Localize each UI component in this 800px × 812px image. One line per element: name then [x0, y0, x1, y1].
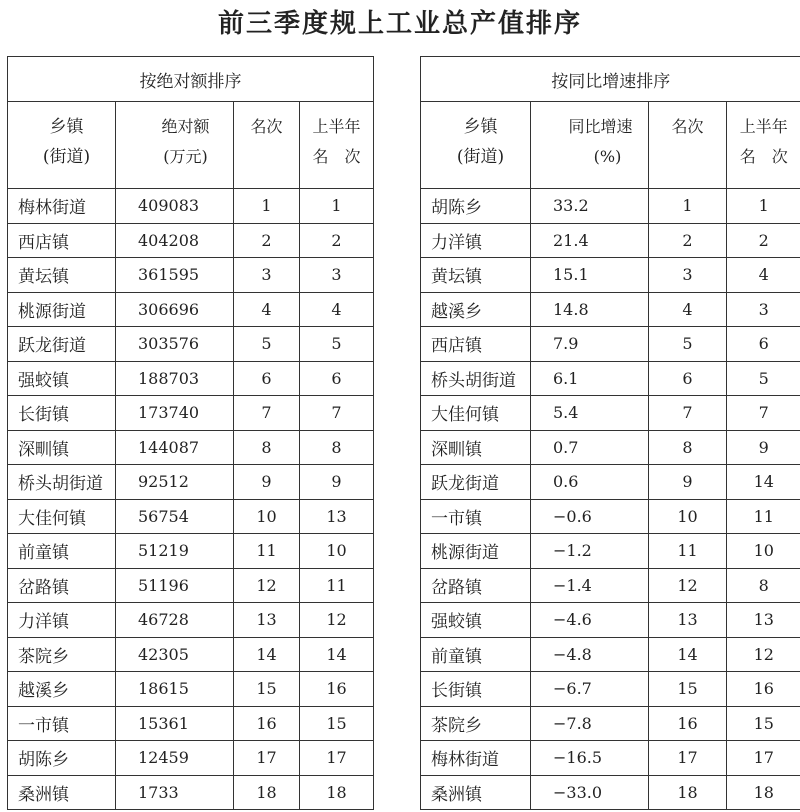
value-cell: 51196 — [116, 568, 234, 603]
rank-cell: 16 — [649, 706, 727, 741]
rank-cell: 13 — [234, 603, 300, 638]
h1-rank-cell: 18 — [727, 775, 800, 810]
h1-rank-cell: 10 — [727, 534, 800, 569]
town-cell: 前童镇 — [8, 534, 116, 569]
table-row — [8, 637, 374, 672]
table-row — [421, 465, 800, 500]
h1-rank-cell: 14 — [300, 637, 374, 672]
value-cell: 21.4 — [531, 223, 649, 258]
h1-rank-cell: 17 — [300, 741, 374, 776]
town-cell: 力洋镇 — [8, 603, 116, 638]
value-cell: 12459 — [116, 741, 234, 776]
rank-cell: 18 — [234, 775, 300, 810]
town-cell: 桥头胡街道 — [8, 465, 116, 500]
rank-cell: 10 — [649, 499, 727, 534]
table-row — [421, 430, 800, 465]
value-cell: 409083 — [116, 189, 234, 224]
rank-cell: 3 — [649, 258, 727, 293]
value-cell: 92512 — [116, 465, 234, 500]
town-cell: 茶院乡 — [8, 637, 116, 672]
column-header-growth: 同比增速 (%) — [531, 102, 649, 189]
town-cell: 一市镇 — [421, 499, 531, 534]
h1-rank-cell: 18 — [300, 775, 374, 810]
h1-rank-cell: 15 — [300, 706, 374, 741]
h1-rank-cell: 10 — [300, 534, 374, 569]
table-row — [421, 706, 800, 741]
h1-rank-cell: 12 — [300, 603, 374, 638]
column-header-town: 乡镇 (街道) — [8, 102, 116, 189]
town-cell: 越溪乡 — [8, 672, 116, 707]
h1-rank-cell: 2 — [727, 223, 800, 258]
value-cell: −1.4 — [531, 568, 649, 603]
value-cell: 1733 — [116, 775, 234, 810]
table-row — [8, 430, 374, 465]
value-cell: 188703 — [116, 361, 234, 396]
value-cell: 361595 — [116, 258, 234, 293]
h1-rank-cell: 3 — [727, 292, 800, 327]
growth-ranking-table — [420, 56, 800, 810]
value-cell: −4.8 — [531, 637, 649, 672]
rank-cell: 2 — [234, 223, 300, 258]
value-cell: 14.8 — [531, 292, 649, 327]
table-row — [8, 568, 374, 603]
value-cell: 0.7 — [531, 430, 649, 465]
rank-cell: 11 — [234, 534, 300, 569]
table-row — [8, 775, 374, 810]
value-cell: 18615 — [116, 672, 234, 707]
rank-cell: 4 — [649, 292, 727, 327]
town-cell: 黄坛镇 — [8, 258, 116, 293]
table-row — [8, 361, 374, 396]
h1-rank-cell: 12 — [727, 637, 800, 672]
table-row — [8, 223, 374, 258]
town-cell: 西店镇 — [8, 223, 116, 258]
table-row — [421, 568, 800, 603]
town-cell: 前童镇 — [421, 637, 531, 672]
table-row — [8, 672, 374, 707]
rank-cell: 8 — [234, 430, 300, 465]
rank-cell: 8 — [649, 430, 727, 465]
town-cell: 梅林街道 — [8, 189, 116, 224]
table-row — [421, 223, 800, 258]
rank-cell: 14 — [234, 637, 300, 672]
table-caption: 按绝对额排序 — [8, 57, 374, 102]
town-cell: 深甽镇 — [421, 430, 531, 465]
table-row — [8, 396, 374, 431]
table-row — [421, 499, 800, 534]
town-cell: 西店镇 — [421, 327, 531, 362]
value-cell: 51219 — [116, 534, 234, 569]
h1-rank-cell: 9 — [727, 430, 800, 465]
rank-cell: 11 — [649, 534, 727, 569]
value-cell: −6.7 — [531, 672, 649, 707]
table-row — [421, 361, 800, 396]
rank-cell: 7 — [234, 396, 300, 431]
value-cell: 46728 — [116, 603, 234, 638]
h1-rank-cell: 2 — [300, 223, 374, 258]
h1-rank-cell: 9 — [300, 465, 374, 500]
value-cell: 306696 — [116, 292, 234, 327]
town-cell: 越溪乡 — [421, 292, 531, 327]
town-cell: 强蛟镇 — [8, 361, 116, 396]
town-cell: 强蛟镇 — [421, 603, 531, 638]
table-row — [421, 775, 800, 810]
h1-rank-cell: 11 — [300, 568, 374, 603]
town-cell: 桑洲镇 — [421, 775, 531, 810]
value-cell: −1.2 — [531, 534, 649, 569]
town-cell: 岔路镇 — [421, 568, 531, 603]
value-cell: 33.2 — [531, 189, 649, 224]
town-cell: 一市镇 — [8, 706, 116, 741]
value-cell: 7.9 — [531, 327, 649, 362]
table-row — [421, 534, 800, 569]
h1-rank-cell: 11 — [727, 499, 800, 534]
table-row — [8, 499, 374, 534]
h1-rank-cell: 7 — [300, 396, 374, 431]
h1-rank-cell: 4 — [300, 292, 374, 327]
value-cell: 15.1 — [531, 258, 649, 293]
table-row — [8, 327, 374, 362]
h1-rank-cell: 14 — [727, 465, 800, 500]
table-row — [8, 741, 374, 776]
rank-cell: 5 — [234, 327, 300, 362]
h1-rank-cell: 15 — [727, 706, 800, 741]
h1-rank-cell: 6 — [300, 361, 374, 396]
rank-cell: 18 — [649, 775, 727, 810]
table-row — [421, 327, 800, 362]
town-cell: 长街镇 — [421, 672, 531, 707]
value-cell: −16.5 — [531, 741, 649, 776]
table-row — [421, 741, 800, 776]
h1-rank-cell: 16 — [300, 672, 374, 707]
town-cell: 桑洲镇 — [8, 775, 116, 810]
column-header-rank: 名次 — [234, 102, 300, 189]
table-row — [8, 465, 374, 500]
town-cell: 大佳何镇 — [8, 499, 116, 534]
value-cell: 56754 — [116, 499, 234, 534]
h1-rank-cell: 4 — [727, 258, 800, 293]
town-cell: 深甽镇 — [8, 430, 116, 465]
growth-ranking-panel — [420, 56, 800, 805]
rank-cell: 4 — [234, 292, 300, 327]
rank-cell: 3 — [234, 258, 300, 293]
town-cell: 茶院乡 — [421, 706, 531, 741]
h1-rank-cell: 5 — [300, 327, 374, 362]
rank-cell: 9 — [649, 465, 727, 500]
rank-cell: 12 — [234, 568, 300, 603]
town-cell: 跃龙街道 — [8, 327, 116, 362]
rank-cell: 1 — [649, 189, 727, 224]
table-caption: 按同比增速排序 — [421, 57, 800, 102]
absolute-ranking-table — [7, 56, 374, 810]
rank-cell: 10 — [234, 499, 300, 534]
rank-cell: 17 — [649, 741, 727, 776]
rank-cell: 9 — [234, 465, 300, 500]
rank-cell: 6 — [234, 361, 300, 396]
h1-rank-cell: 3 — [300, 258, 374, 293]
rank-cell: 2 — [649, 223, 727, 258]
h1-rank-cell: 8 — [727, 568, 800, 603]
rank-cell: 15 — [649, 672, 727, 707]
town-cell: 力洋镇 — [421, 223, 531, 258]
value-cell: 173740 — [116, 396, 234, 431]
value-cell: 144087 — [116, 430, 234, 465]
town-cell: 黄坛镇 — [421, 258, 531, 293]
h1-rank-cell: 17 — [727, 741, 800, 776]
table-row — [8, 603, 374, 638]
value-cell: 5.4 — [531, 396, 649, 431]
rank-cell: 17 — [234, 741, 300, 776]
rank-cell: 5 — [649, 327, 727, 362]
town-cell: 岔路镇 — [8, 568, 116, 603]
rank-cell: 12 — [649, 568, 727, 603]
town-cell: 大佳何镇 — [421, 396, 531, 431]
h1-rank-cell: 6 — [727, 327, 800, 362]
h1-rank-cell: 13 — [727, 603, 800, 638]
town-cell: 长街镇 — [8, 396, 116, 431]
value-cell: −7.8 — [531, 706, 649, 741]
table-row — [421, 189, 800, 224]
rank-cell: 16 — [234, 706, 300, 741]
rank-cell: 1 — [234, 189, 300, 224]
value-cell: 42305 — [116, 637, 234, 672]
h1-rank-cell: 8 — [300, 430, 374, 465]
absolute-ranking-panel — [7, 56, 373, 805]
h1-rank-cell: 1 — [727, 189, 800, 224]
table-row — [8, 534, 374, 569]
h1-rank-cell: 13 — [300, 499, 374, 534]
rank-cell: 7 — [649, 396, 727, 431]
rank-cell: 14 — [649, 637, 727, 672]
rank-cell: 13 — [649, 603, 727, 638]
table-row — [421, 292, 800, 327]
table-row — [421, 603, 800, 638]
table-row — [421, 396, 800, 431]
h1-rank-cell: 5 — [727, 361, 800, 396]
value-cell: −33.0 — [531, 775, 649, 810]
h1-rank-cell: 1 — [300, 189, 374, 224]
column-header-h1-rank: 上半年 名 次 — [300, 102, 374, 189]
table-row — [421, 637, 800, 672]
town-cell: 梅林街道 — [421, 741, 531, 776]
value-cell: −4.6 — [531, 603, 649, 638]
town-cell: 跃龙街道 — [421, 465, 531, 500]
value-cell: 15361 — [116, 706, 234, 741]
table-row — [421, 672, 800, 707]
value-cell: 6.1 — [531, 361, 649, 396]
town-cell: 胡陈乡 — [8, 741, 116, 776]
table-row — [8, 258, 374, 293]
town-cell: 桥头胡街道 — [421, 361, 531, 396]
column-header-town: 乡镇 (街道) — [421, 102, 531, 189]
value-cell: 404208 — [116, 223, 234, 258]
value-cell: −0.6 — [531, 499, 649, 534]
column-header-h1-rank: 上半年 名 次 — [727, 102, 800, 189]
h1-rank-cell: 16 — [727, 672, 800, 707]
table-row — [421, 258, 800, 293]
column-header-rank: 名次 — [649, 102, 727, 189]
town-cell: 胡陈乡 — [421, 189, 531, 224]
town-cell: 桃源街道 — [8, 292, 116, 327]
page-title: 前三季度规上工业总产值排序 — [217, 9, 582, 39]
table-row — [8, 292, 374, 327]
town-cell: 桃源街道 — [421, 534, 531, 569]
table-row — [8, 189, 374, 224]
table-row — [8, 706, 374, 741]
rank-cell: 6 — [649, 361, 727, 396]
column-header-amount: 绝对额 (万元) — [116, 102, 234, 189]
rank-cell: 15 — [234, 672, 300, 707]
h1-rank-cell: 7 — [727, 396, 800, 431]
value-cell: 0.6 — [531, 465, 649, 500]
value-cell: 303576 — [116, 327, 234, 362]
